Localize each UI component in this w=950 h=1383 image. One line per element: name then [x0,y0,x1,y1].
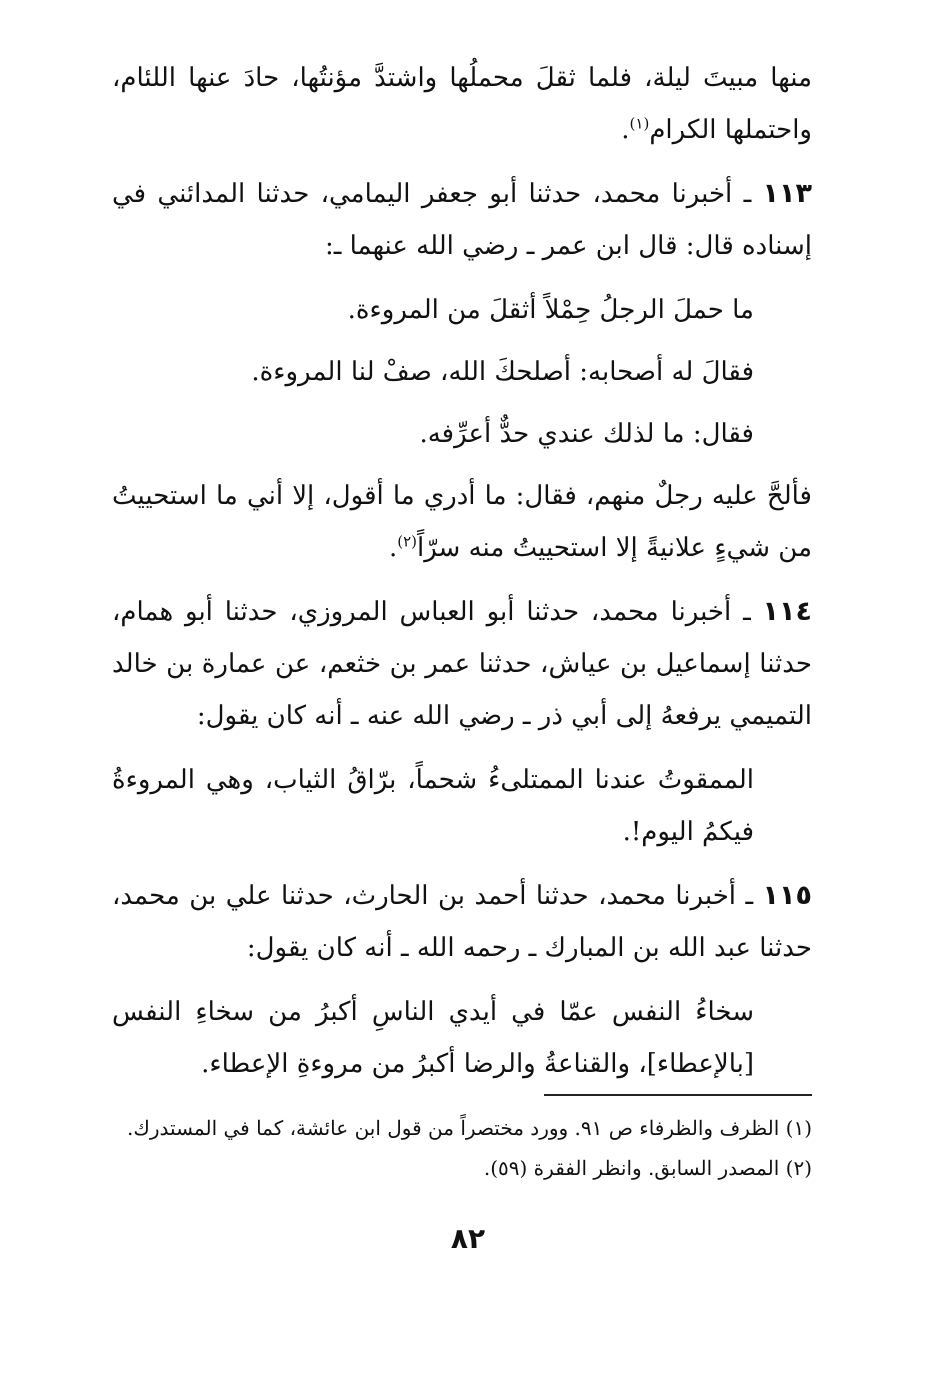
report-114 [112,586,812,742]
quote-113-2: فقالَ له أصحابه: أصلحكَ الله، صفْ لنا المروءة. [251,357,754,387]
report-text: ـ أخبرنا محمد، حدثنا أحمد بن الحارث، حدثنا علي بن محمد، حدثنا عبد الله بن المبارك ـ رحمه الله ـ أنه كان يقول: [112,881,812,963]
report-113 [112,168,812,272]
report-115 [112,870,812,974]
quote-113-4 [112,470,812,574]
footnote-ref: (٢) [397,532,417,551]
footnote-1: (١) الظرف والظرفاء ص ٩١. وورد مختصراً من قول ابن عائشة، كما في المستدرك. [127,1116,812,1140]
report-number: ١١٣ [762,178,812,209]
quote-113-3: فقال: ما لذلك عندي حدٌّ أعرِّفه. [419,419,754,449]
footnote-2: (٢) المصدر السابق. وانظر الفقرة (٥٩). [483,1156,812,1180]
report-text: ـ أخبرنا محمد، حدثنا أبو العباس المروزي، حدثنا أبو همام، حدثنا إسماعيل بن عياش، حدثنا عمر بن خثعم، عن عمارة بن خالد التميمي يرفعهُ إلى أبي ذر ـ رضي الله عنه ـ أنه كان يقول: [112,597,812,731]
report-number: ١١٤ [762,596,812,627]
quote-text: فألحَّ عليه رجلٌ منهم، فقال: ما أدري ما أقول، إلا أني ما استحييتُ من شيءٍ علانيةً إلا استحييتُ منه سرّاً [112,481,812,563]
footnotes [112,1108,812,1188]
quote-114: الممقوتُ عندنا الممتلىءُ شحماً، برّاقُ الثياب، وهي المروءةُ فيكمُ اليوم!. [112,765,754,847]
period: . [621,115,630,145]
footnote-ref: (١) [629,114,650,133]
period: . [388,533,398,563]
page-body [112,52,812,1102]
paragraph-intro [112,52,812,156]
footnote-divider [544,1094,812,1096]
report-text: ـ أخبرنا محمد، حدثنا أبو جعفر اليمامي، حدثنا المدائني في إسناده قال: قال ابن عمر ـ رضي الله عنهما ـ: [112,179,812,261]
quote-113-1: ما حملَ الرجلُ حِمْلاً أثقلَ من المروءة. [347,295,754,325]
report-number: ١١٥ [762,880,812,911]
page-number: ٨٢ [450,1222,486,1255]
paragraph-text: منها مبيتَ ليلة، فلما ثقلَ محملُها واشتدَّ مؤنتُها، حادَ عنها اللئام، واحتملها الكرام [112,63,812,145]
quote-115: سخاءُ النفس عمّا في أيدي الناسِ أكبرُ من سخاءِ النفس [بالإعطاء]، والقناعةُ والرضا أكبرُ من مروءةِ الإعطاء. [112,997,754,1079]
